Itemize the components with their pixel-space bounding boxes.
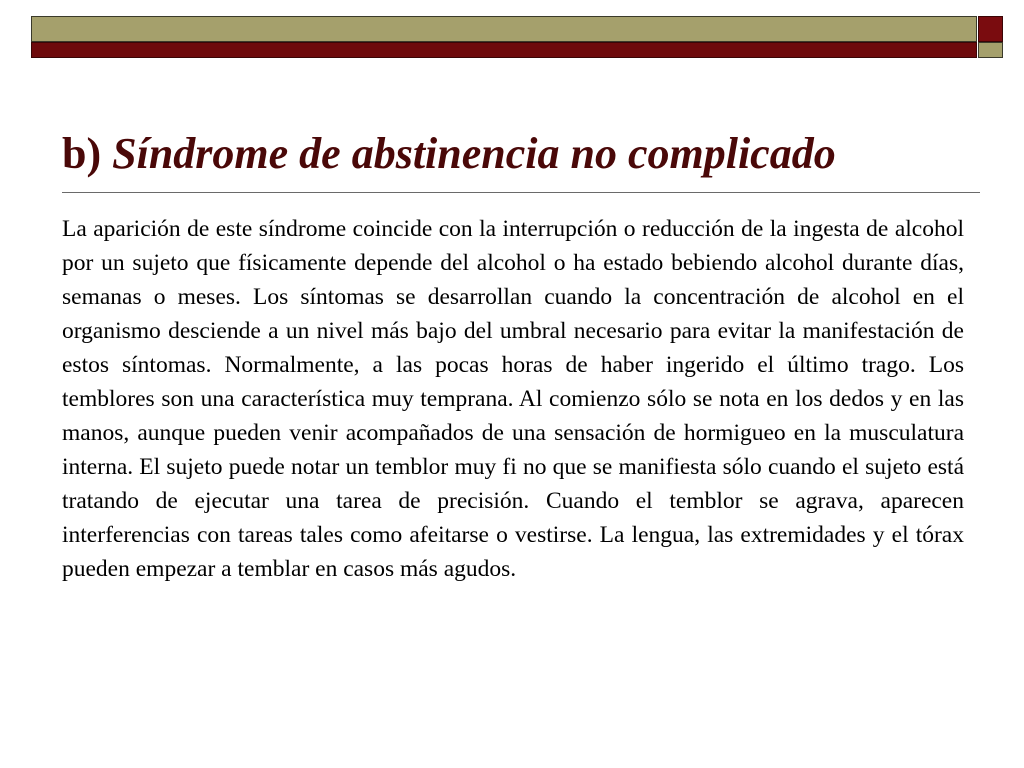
corner-olive-square	[978, 42, 1003, 58]
header-banner	[31, 16, 977, 58]
slide-title	[62, 126, 982, 182]
title-prefix: b)	[62, 129, 113, 178]
corner-maroon-square	[978, 16, 1003, 42]
banner-olive-bar	[31, 16, 977, 42]
banner-maroon-bar	[31, 42, 977, 58]
body-paragraph: La aparición de este síndrome coincide con la interrupción o reducción de la ingesta de alcohol por un sujeto que físicamente depende del alcohol o ha estado bebiendo alcohol durante días, semanas o meses. Los síntomas se desarrollan cuando la concentración de alcohol en el organismo desciende a un nivel más bajo del umbral necesario para evitar la manifestación de estos síntomas. Normalmente, a las pocas horas de haber ingerido el último trago. Los temblores son una característica muy temprana. Al comienzo sólo se nota en los dedos y en las manos, aunque pueden venir acompañados de una sensación de hormigueo en la musculatura interna. El sujeto puede notar un temblor muy fi no que se manifiesta sólo cuando el sujeto está tratando de ejecutar una tarea de precisión. Cuando el temblor se agrava, aparecen interferencias con tareas tales como afeitarse o vestirse. La lengua, las extremidades y el tórax pueden empezar a temblar en casos más agudos.	[62, 216, 964, 582]
title-divider	[62, 192, 980, 193]
title-main: Síndrome de abstinencia no complicado	[112, 129, 836, 178]
corner-block	[978, 16, 1003, 58]
